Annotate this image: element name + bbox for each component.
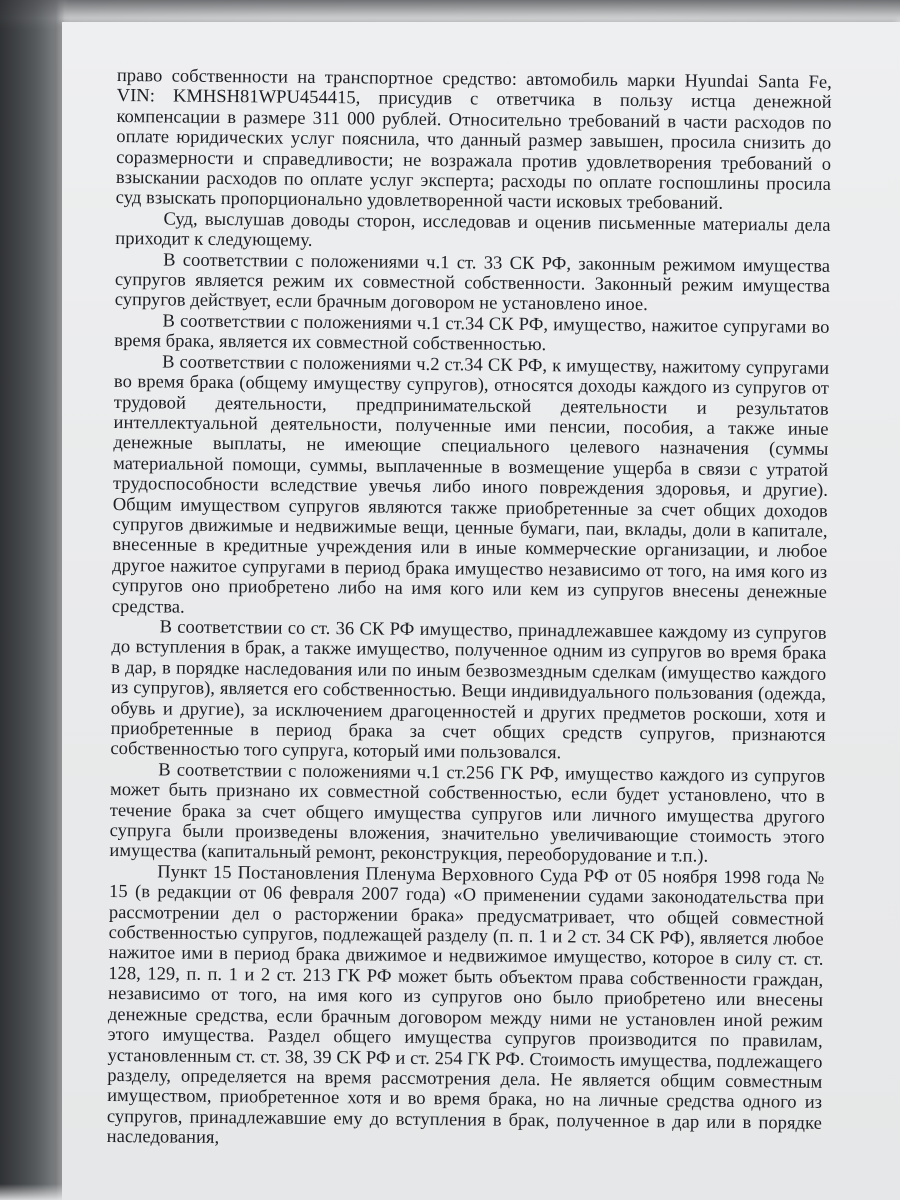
paragraph-sk-34-1: В соответствии с положениями ч.1 ст.34 СК РФ, имущество, нажитое супругами во время брака, является их совместной собственностью. (114, 311, 830, 356)
paragraph-gk-256: В соответствии с положениями ч.1 ст.256 ГК РФ, имущество каждого из супругов может быть признано их совместной собственностью, если будет установлено, что в течение брака за счет общего имущества супругов или личного имущества другого супруга были произведены вложения, значительно увеличивающие стоимость этого имущества (капитальный ремонт, реконструкция, переоборудование и т.п.). (109, 760, 826, 868)
page-bottom-fade (0, 1184, 900, 1200)
paragraph-sk-36: В соответствии со ст. 36 СК РФ имущество, принадлежавшее каждому из супругов до вступления в брак, а также имущество, полученное одним из супругов во время брака в дар, в порядке наследования или по иным безвозмездным сделкам (имущество каждого из супругов), является его собственностью. Вещи индивидуального пользования (одежда, обувь и другие), за исключением драгоценностей и других предметов роскоши, хотя и приобретенные в период брака за счет общих средств супругов, признаются собственностью того супруга, который ими пользовался. (110, 617, 827, 764)
paragraph-court-findings: Суд, выслушав доводы сторон, исследовав и оценив письменные материалы дела приходит к следующему. (115, 209, 831, 252)
paragraph-sk-33: В соответствии с положениями ч.1 ст. 33 СК РФ, законным режимом имущества супругов является режим их совместной собственности. Законный режим имущества супругов действует, если брачным договором не установлено иное. (114, 250, 831, 316)
photo-left-shadow (0, 0, 70, 1200)
paragraph-plenum-15: Пункт 15 Постановления Пленума Верховного Суда РФ от 05 ноября 1998 года № 15 (в редакции от 06 февраля 2007 года) «О применении судами законодательства при рассмотрении дел о расторжении брака» предусматривает, что общей совместной собственностью супругов, подлежащей разделу (п. п. 1 и 2 ст. 34 СК РФ), является любое нажитое ими в период брака движимое и недвижимое имущество, которое в силу ст. ст. 128, 129, п. п. 1 и 2 ст. 213 ГК РФ может быть объектом права собственности граждан, независимо от того, на имя кого из супругов оно было приобретено или внесены денежные средства, если брачным договором между ними не установлен иной режим этого имущества. Раздел общего имущества супругов производится по правилам, установленным ст. ст. 38, 39 СК РФ и ст. 254 ГК РФ. Стоимость имущества, подлежащего разделу, определяется на время рассмотрения дела. Не является общим совместным имуществом, приобретенное хотя и во время брака, но на личные средства одного из супругов, принадлежавшие ему до вступления в брак, полученное в дар или в порядке наследования, (106, 862, 825, 1149)
paragraph-sk-34-2: В соответствии с положениями ч.2 ст.34 СК РФ, к имуществу, нажитому супругами во время брака (общему имуществу супругов), относятся доходы каждого из супругов от трудовой деятельности, предпринимательской деятельности и результатов интеллектуальной деятельности, полученные ими пенсии, пособия, а также иные денежные выплаты, не имеющие специального целевого назначения (суммы материальной помощи, суммы, выплаченные в возмещение ущерба в связи с утратой трудоспособности вследствие увечья либо иного повреждения здоровья, и другие). Общим имуществом супругов являются также приобретенные за счет общих доходов супругов движимые и недвижимые вещи, ценные бумаги, паи, вклады, доли в капитале, внесенные в кредитные учреждения или в иные коммерческие организации, и любое другое нажитое супругами в период брака имущество независимо от того, на имя кого из супругов оно приобретено либо на имя кого или кем из супругов внесены денежные средства. (111, 352, 830, 618)
paragraph-continuation: право собственности на транспортное средство: автомобиль марки Hyundai Santa Fe, VIN: KMHSH81WPU454415, присудив с ответчика в пользу истца денежной компенсации в размере 311 000 рублей. Относительно требований в части расходов по оплате юридических услуг пояснила, что данный размер завышен, просила снизить до соразмерности и справедливости; не возражала против удовлетворения требований о взыскании расходов по оплате услуг эксперта; расходы по оплате госпошлины просила суд взыскать пропорционально удовлетворенной части исковых требований. (115, 66, 832, 215)
document-body (107, 66, 832, 1154)
